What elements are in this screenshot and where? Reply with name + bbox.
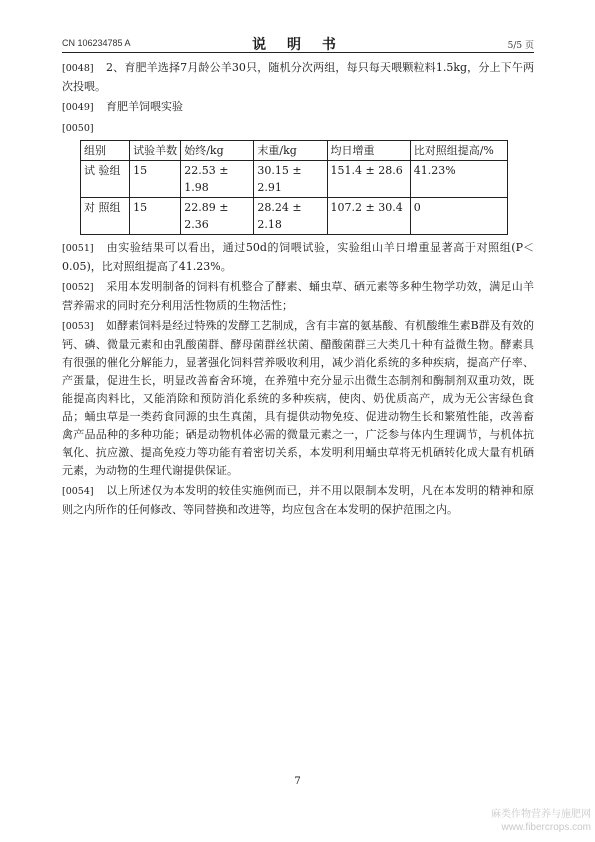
document-number: CN 106234785 A — [62, 38, 131, 48]
table-cell: 30.15 ± 2.91 — [254, 161, 327, 198]
table-cell: 22.89 ± 2.36 — [181, 198, 254, 235]
page-title: 说 明 书 — [252, 37, 344, 53]
paragraph-0051 — [62, 239, 534, 276]
page-of-indicator: 5/5 页 — [507, 41, 534, 51]
watermark-url: www.fibercrops.com — [501, 822, 591, 833]
paragraph-text: 2、育肥羊选择7月龄公羊30只，随机分次两组，每只每天喂颗粒料1.5kg，分上下午两次投喂。 — [62, 61, 534, 93]
table-cell: 22.53 ± 1.98 — [181, 161, 254, 198]
paragraph-text: 采用本发明制备的饲料有机整合了酵素、蛹虫草、硒元素等多种生物学功效，满足山羊营养需求的同时充分利用活性物质的生物活性； — [62, 280, 534, 312]
paragraph-0048 — [62, 59, 534, 96]
table-cell: 对 照组 — [81, 198, 130, 235]
table-cell: 28.24 ± 2.18 — [254, 198, 327, 235]
paragraph-tag: [0048] — [62, 63, 94, 74]
paragraph-0052 — [62, 278, 534, 315]
table-header-cell: 始终/kg — [181, 141, 254, 161]
paragraph-text: 以上所述仅为本发明的较佳实施例而已，并不用以限制本发明，凡在本发明的精神和原则之内所作的任何修改、等同替换和改进等，均应包含在本发明的保护范围之内。 — [62, 484, 534, 516]
table-header-cell: 比对照组提高/% — [410, 141, 507, 161]
table-row — [81, 161, 508, 198]
paragraph-text: 如酵素饲料是经过特殊的发酵工艺制成，含有丰富的氨基酸、有机酸维生素B群及有效的钙、磷、微量元素和由乳酸菌群、酵母菌群丝状菌、醋酸菌群三大类几十种有益微生物。酵素具有很强的催化分解能力，显著强化饲料营养吸收利用，减少消化系统的多种疾病，提高产仔率、产蛋量，促进生长，明显改善畜舍环境，在养殖中充分显示出微生态制剂和酶制剂双重功效，既能提高肉料比，又能消除和预防消化系统的多种疾病，使肉、奶优质高产，成为无公害绿色食品；蛹虫草是一类药食同源的虫生真菌，具有提供动物免疫、促进动物生长和繁殖性能，改善畜禽产品品种的多种功能；硒是动物机体必需的微量元素之一，广泛参与体内生理调节，与机体抗氧化、抗应激、提高免疫力等功能有着密切关系，本发明利用蛹虫草将无机硒转化成大量有机硒元素，为动物的生理代谢提供保证。 — [62, 319, 534, 477]
table-header-cell: 末重/kg — [254, 141, 327, 161]
table-cell: 41.23% — [410, 161, 507, 198]
paragraph-0050 — [62, 119, 534, 138]
paragraph-0054 — [62, 482, 534, 519]
table-cell: 15 — [130, 161, 181, 198]
paragraph-tag: [0054] — [62, 486, 94, 497]
table-cell: 107.2 ± 30.4 — [327, 198, 410, 235]
table-header-cell: 均日增重 — [327, 141, 410, 161]
feeding-trial-table — [80, 140, 508, 235]
paragraph-tag: [0052] — [62, 282, 94, 293]
table-cell: 试 验组 — [81, 161, 130, 198]
paragraph-text: 由实验结果可以看出，通过50d的饲喂试验，实验组山羊日增重显著高于对照组(P＜0.05)，比对照组提高了41.23%。 — [62, 241, 534, 273]
watermark — [491, 808, 591, 834]
document-body — [62, 59, 534, 521]
paragraph-tag: [0049] — [62, 102, 94, 113]
table-header-row — [81, 141, 508, 161]
table-header-cell: 组别 — [81, 141, 130, 161]
paragraph-0049 — [62, 98, 534, 117]
paragraph-0053 — [62, 317, 534, 480]
paragraph-tag: [0051] — [62, 243, 94, 254]
table-cell: 151.4 ± 28.6 — [327, 161, 410, 198]
table-header-cell: 试验羊数 — [130, 141, 181, 161]
page-header — [62, 36, 534, 52]
paragraph-tag: [0053] — [62, 321, 94, 332]
table-cell: 15 — [130, 198, 181, 235]
paragraph-tag: [0050] — [62, 123, 94, 134]
table-cell: 0 — [410, 198, 507, 235]
header-divider — [62, 52, 534, 53]
watermark-site-name: 麻类作物营养与施肥网 — [491, 809, 591, 820]
paragraph-text: 育肥羊饲喂实验 — [106, 100, 183, 113]
table-row — [81, 198, 508, 235]
page-number: 7 — [294, 776, 301, 787]
